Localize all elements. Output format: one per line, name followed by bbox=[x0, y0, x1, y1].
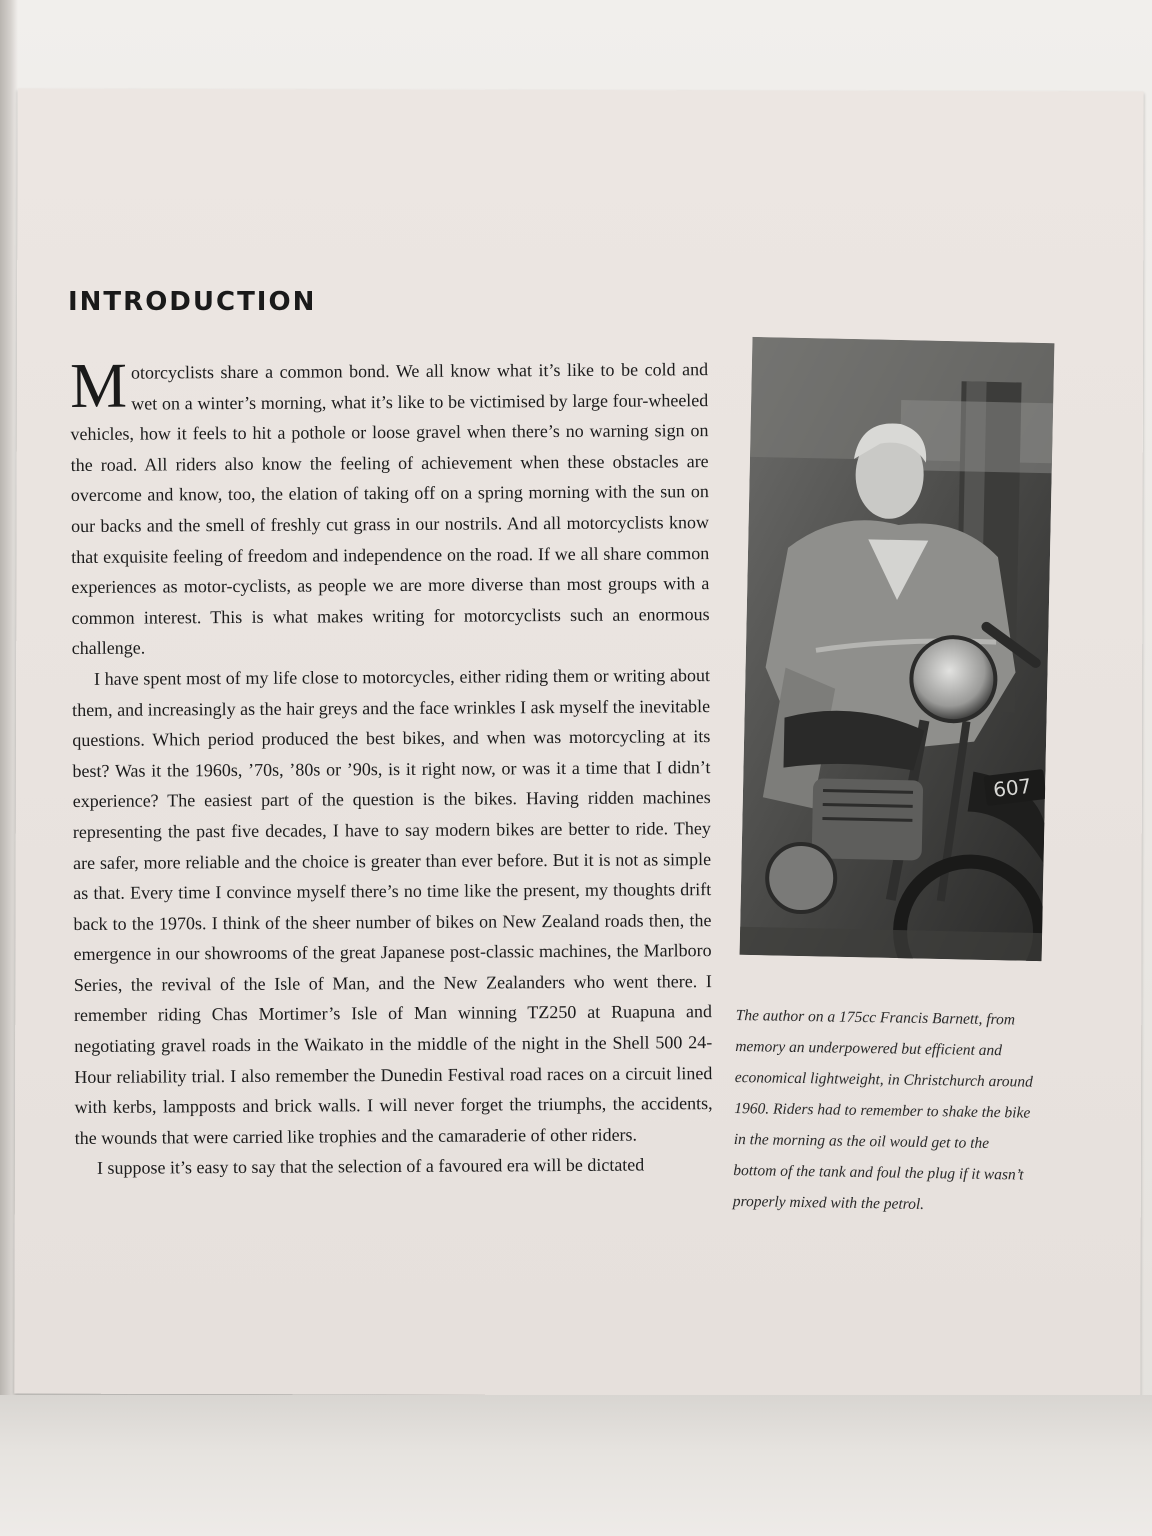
paragraph-2: I have spent most of my life close to motorcycles, either riding them or writing about them, and increasingly as the hair greys and the face wrinkles I ask myself the inevitable questions. Which period produced the best bikes, and when was motorcycling at its best? Was it the 1960s, ’70s, ’80s or ’90s, is it right now, or was it a time that I didn’t experience? The easiest part of the question is the bikes. Having ridden machines representing the past five decades, I have to say modern bikes are better to ride. They are safer, more reliable and the choice is greater than ever before. But it is not as simple as that. Every time I convince myself there’s no time like the present, my thoughts drift back to the 1970s. I think of the sheer number of bikes on New Zealand roads then, the emergence in our showrooms of the great Japanese post-classic machines, the Marlboro Series, the revival of the Isle of Man, and the New Zealanders who went there. I remember riding Chas Mortimer’s Isle of Man winning TZ250 at Ruapuna and negotiating gravel roads in the Waikato in the middle of the night in the Shell 500 24-Hour reliability trial. I also remember the Dunedin Festival road races on a circuit lined with kerbs, lampposts and brick walls. I will never forget the triumphs, the accidents, the wounds that were carried like trophies and the camaraderie of other riders. bbox=[72, 665, 713, 1148]
drop-cap: M bbox=[69, 349, 128, 421]
plate-number: 607 bbox=[991, 773, 1033, 803]
photo-caption: The author on a 175cc Francis Barnett, from memory an underpowered but efficient and economical lightweight, in Christchurch around 1960. Riders had to remember to shake the bike in the morning as the oil would get to the bottom of the tank and foul the plug if it wasn’t properly mixed with the petrol. bbox=[732, 1006, 1033, 1213]
paragraph-1-text: otorcyclists share a common bond. We all know what it’s like to be cold and wet on a winter’s morning, what it’s like to be victimised by large four-wheeled vehicles, how it feels to hit a pothole or loose gravel when there’s no warning sign on the road. All riders also know the feeling of achievement when these obstacles are overcome and know, too, the elation of taking off on a spring morning with the sun on our backs and the smell of freshly cut grass in our nostrils. And all motorcyclists know that exquisite feeling of freedom and independence on the road. If we all share common experiences as motor-cyclists, as people we are more diverse than most groups with a common interest. This is what makes writing for motorcyclists such an enormous challenge. bbox=[70, 359, 710, 659]
page-heading: INTRODUCTION bbox=[68, 287, 317, 317]
paragraph-3: I suppose it’s easy to say that the selection of a favoured era will be dictated bbox=[96, 1154, 645, 1179]
motorcycle-photo-illustration bbox=[740, 337, 1055, 961]
body-text bbox=[69, 349, 713, 1184]
paragraph-1 bbox=[69, 349, 710, 664]
author-photo bbox=[740, 337, 1055, 961]
surface-below-page bbox=[0, 1395, 1152, 1536]
